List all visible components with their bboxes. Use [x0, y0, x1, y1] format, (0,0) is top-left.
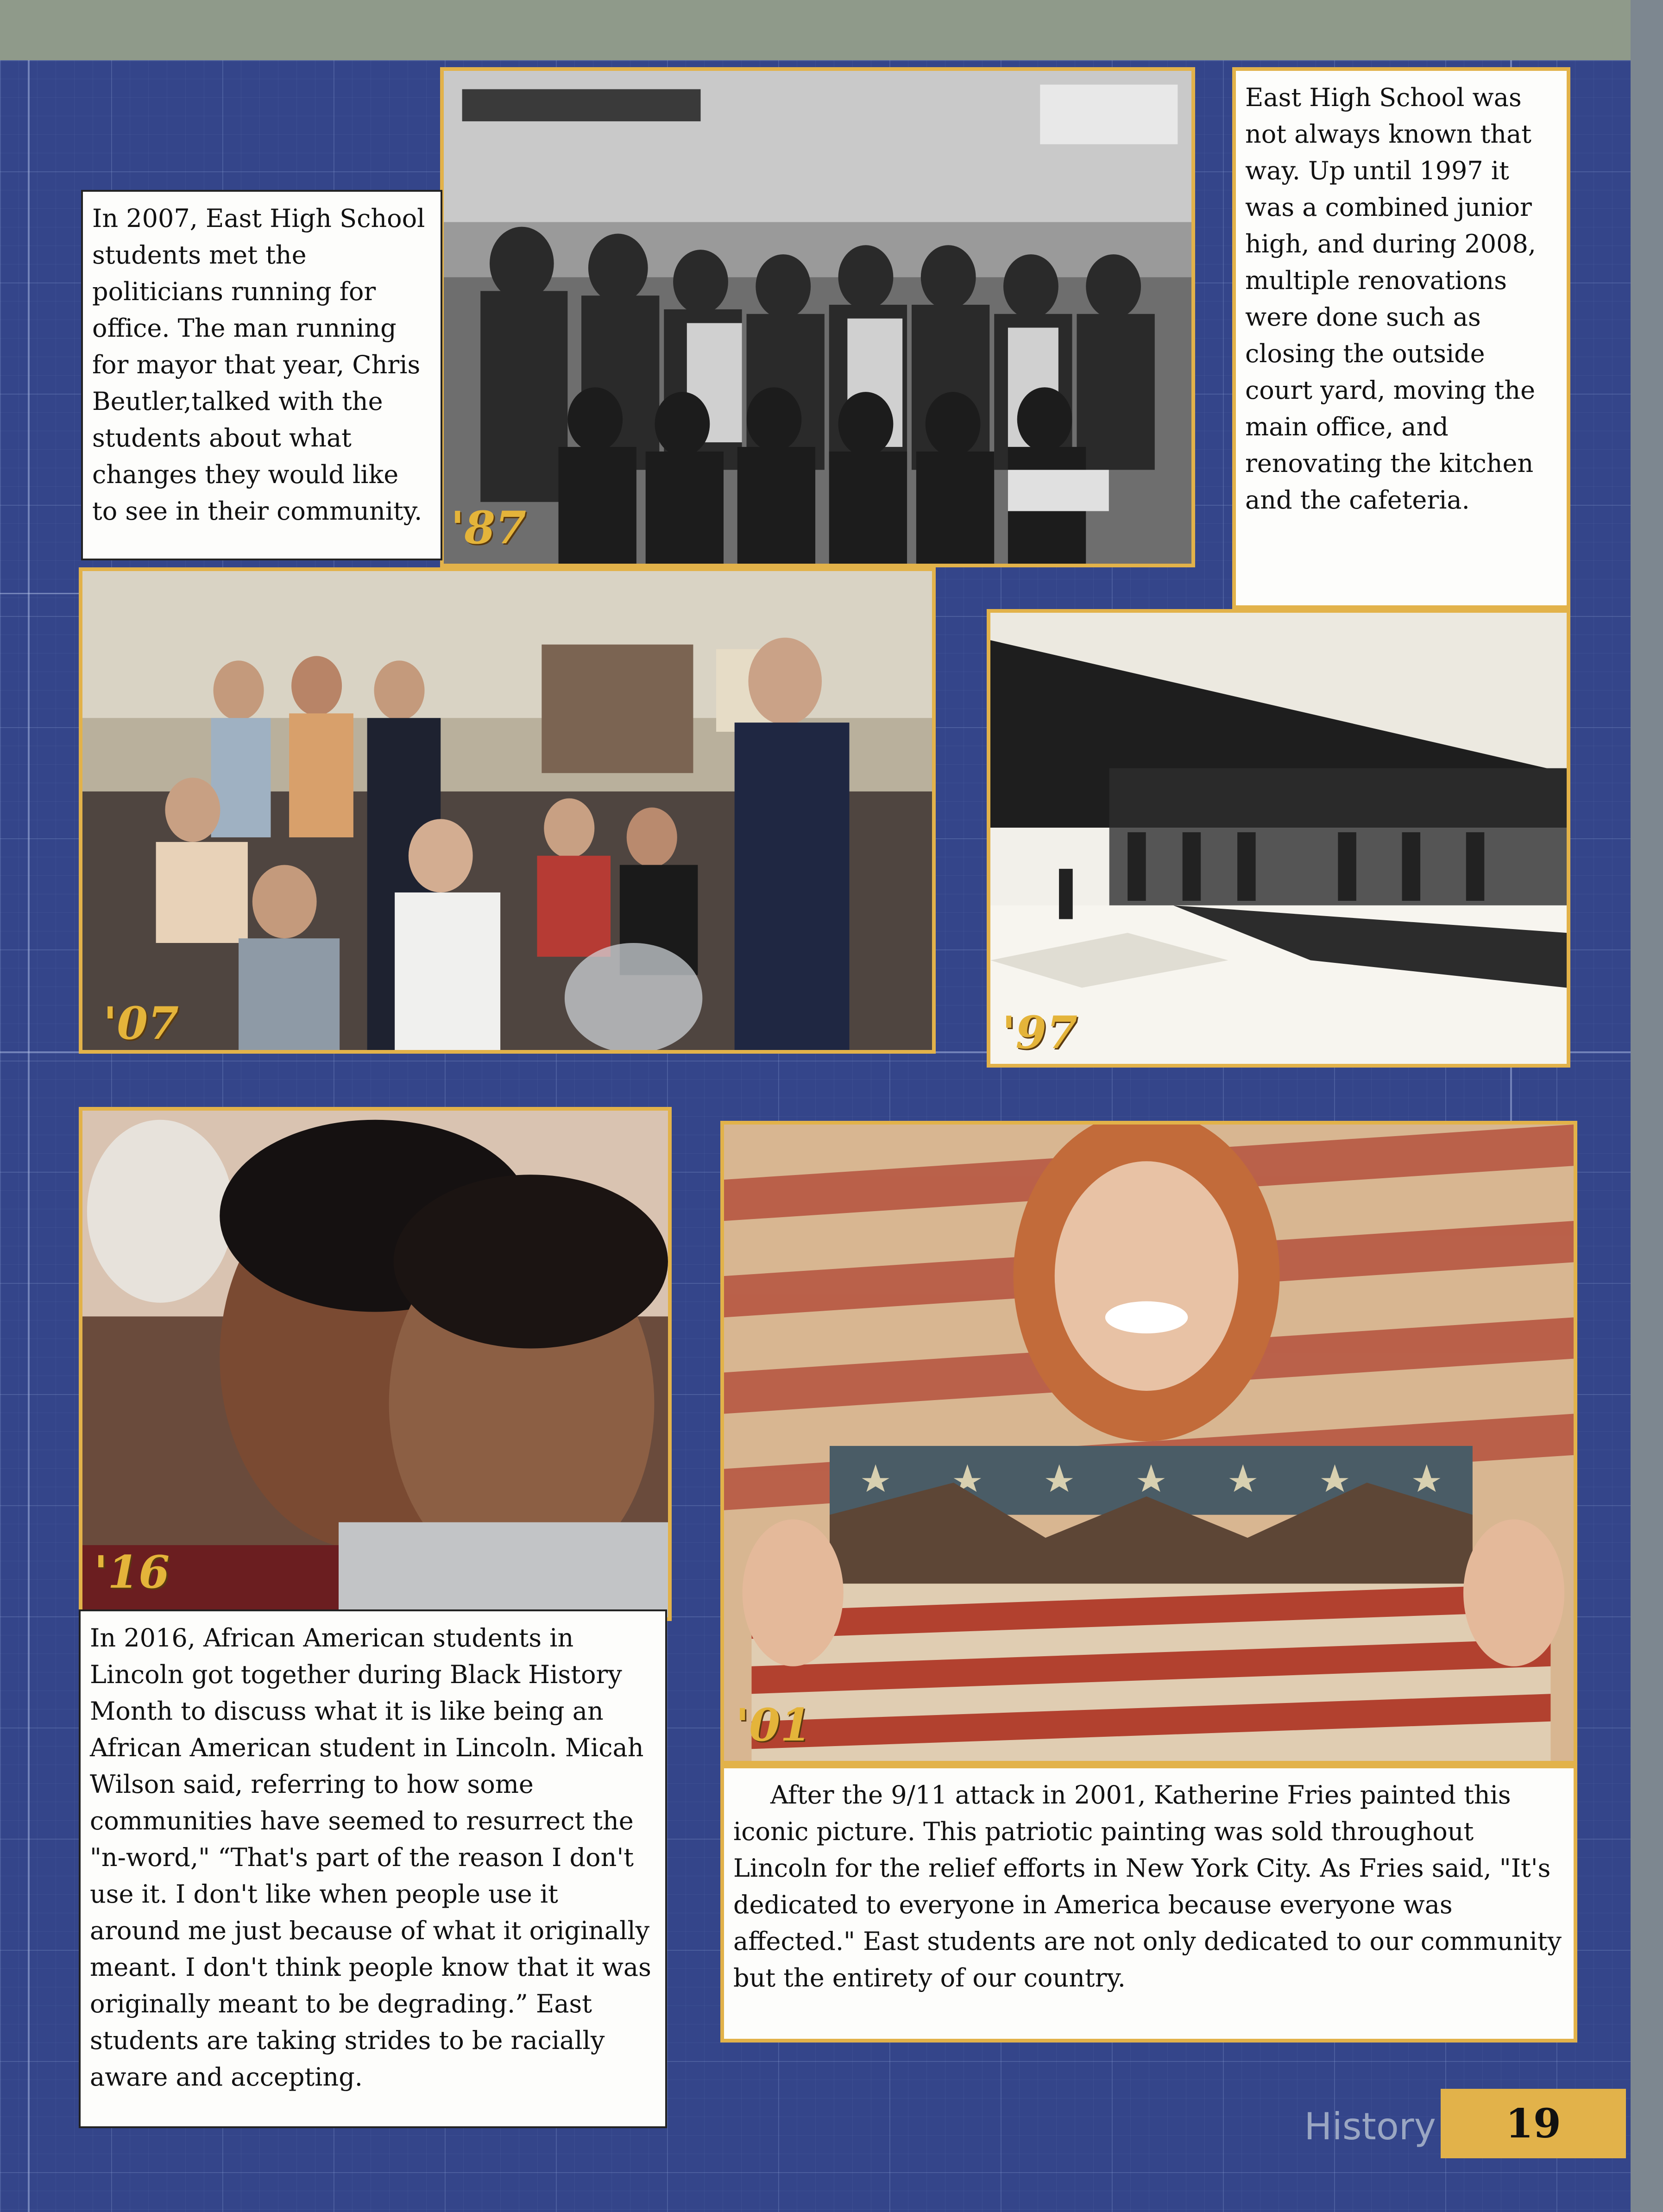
building-photo-image — [990, 613, 1567, 1065]
photo-students-2016 — [79, 1107, 672, 1621]
photo-meeting-2007 — [79, 567, 936, 1054]
photo-building-1997 — [987, 609, 1570, 1068]
caption-black-history-2016: In 2016, African American students in Lincoln got together during Black History Month to discuss what it is like being an African American student in Lincoln. Micah Wilson said, referring to how some communities have seemed to resurrect the "n-word," “That's part of the reason I don't use it. I don't like when people use it around me just because of what it originally meant. I don't think people know that it was originally meant to be degrading.” East students are taking strides to be racially aware and accepting. — [79, 1609, 667, 2128]
year-label-07: '07 — [103, 997, 179, 1049]
group-photo-image — [444, 71, 1191, 566]
students-photo-image — [82, 1111, 668, 1618]
caption-renovation: East High School was not always known that way. Up until 1997 it was a combined junior high, and during 2008, multiple renovations were done such as closing the outside court yard, moving the main office, and renovating the kitchen and the cafeteria. — [1232, 67, 1570, 609]
photo-group-1987 — [440, 67, 1195, 567]
folio-section-label: History — [1304, 2105, 1436, 2148]
page-top-edge — [0, 0, 1663, 60]
painting-photo-image — [724, 1125, 1574, 1763]
year-label-16: '16 — [94, 1546, 170, 1598]
year-label-01: '01 — [736, 1699, 811, 1751]
meeting-photo-image — [82, 571, 932, 1053]
caption-painting-2001: After the 9/11 attack in 2001, Katherine Fries painted this iconic picture. This patriotic painting was sold throughout Lincoln for the relief efforts in New York City. As Fries said, "It's dedicated to everyone in America because everyone was affected." East students are not only dedicated to our community but the entirety of our country. — [720, 1765, 1577, 2042]
photo-painting-2001 — [720, 1121, 1577, 1765]
year-label-97: '97 — [1002, 1006, 1077, 1059]
page-number: 19 — [1506, 2100, 1561, 2147]
year-label-87: '87 — [451, 502, 526, 554]
page-right-edge — [1631, 0, 1663, 2212]
caption-politicians-2007: In 2007, East High School students met the politicians running for office. The man running for mayor that year, Chris Beutler,talked with the students about what changes they would like to see in their community. — [81, 190, 442, 560]
